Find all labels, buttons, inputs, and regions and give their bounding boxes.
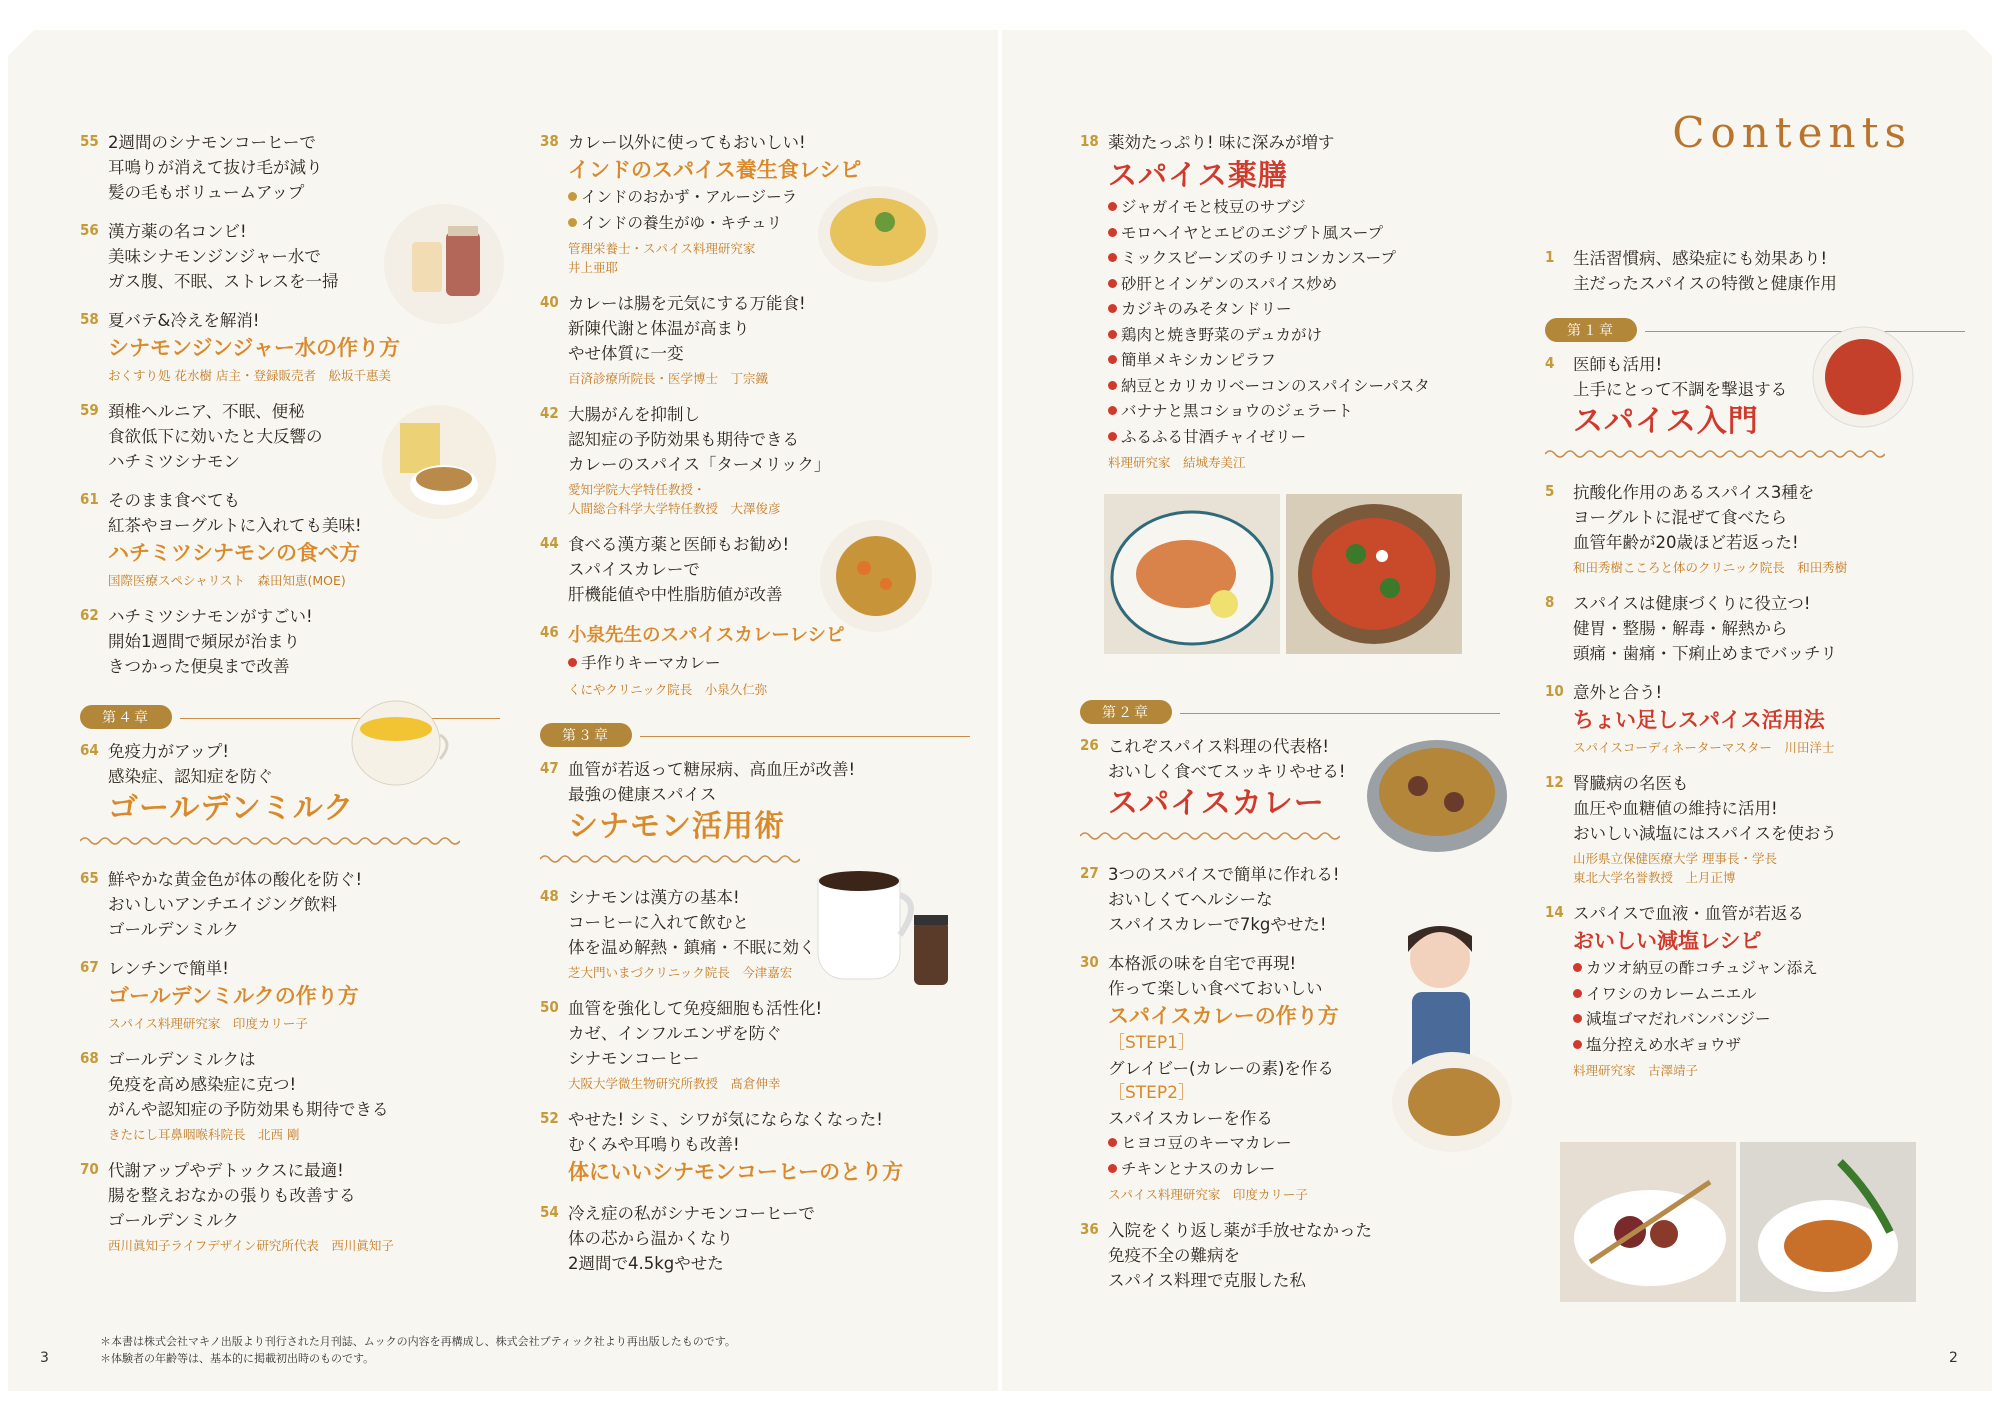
katsuo-natto-photo xyxy=(1560,1142,1736,1302)
toc-entry-47[interactable]: 47 血管が若返って糖尿病、高血圧が改善! 最強の健康スパイス シナモン活用術 xyxy=(540,758,856,844)
toc-entry-44[interactable]: 44 食べる漢方薬と医師もお勧め! スパイスカレーで 肝機能値や中性脂肪値が改善 xyxy=(540,534,790,604)
toc-entry-40[interactable]: 40 カレーは腸を元気にする万能食! 新陳代謝と体温が高まり やせ体質に一変 百済診療所院長・医学博士 丁宗鐵 xyxy=(540,293,806,386)
toc-entry-48[interactable]: 48 シナモンは漢方の基本! コーヒーに入れて飲むと 体を温め解熱・鎮痛・不眠に効く 芝大門いまづクリニック院長 今津嘉宏 xyxy=(540,886,816,980)
chapter-badge: 第４章 xyxy=(80,705,172,729)
recipe-list: カツオ納豆の酢コチュジャン添え イワシのカレームニエル 減塩ゴマだれバンバンジー 塩分控えめ水ギョウザ xyxy=(1573,956,1965,1058)
toc-entry-56[interactable]: 56 漢方薬の名コンビ! 美味シナモンジンジャー水で ガス腹、不眠、ストレスを一掃 xyxy=(80,221,339,291)
toc-entry-42[interactable]: 42 大腸がんを抑制し 認知症の予防効果も期待できる カレーのスパイス「ターメリック」 愛知学院大学特任教授・ 人間総合科学大学特任教授 大澤俊彦 xyxy=(540,404,831,516)
curry-pot-photo xyxy=(1362,730,1512,856)
soup-bowl-photo xyxy=(1286,494,1462,654)
toc-entry-65[interactable]: 65 鮮やかな黄金色が体の酸化を防ぐ! おいしいアンチエイジング飲料 ゴールデンミルク xyxy=(80,869,363,939)
honey-cinnamon-photo xyxy=(380,403,498,521)
chapter-2-header xyxy=(1080,700,1500,730)
kichuri-bowl-photo xyxy=(815,182,941,286)
toc-entry-62[interactable]: 62 ハチミツシナモンがすごい! 開始1週間で頻尿が治まり きつかった便臭まで改善 xyxy=(80,606,313,676)
wavy-divider xyxy=(540,853,800,865)
cinnamon-coffee-photo xyxy=(810,855,970,995)
toc-entry-4[interactable]: 4 医師も活用! 上手にとって不調を撃退する スパイス入門 xyxy=(1545,354,1788,439)
tandoori-plate-photo xyxy=(1104,494,1280,654)
wavy-divider xyxy=(80,835,460,847)
toc-entry-70[interactable]: 70 代謝アップやデトックスに最適! 腸を整えおなかの張りも改善する ゴールデンミルク 西川眞知子ライフデザイン研究所代表 西川眞知子 xyxy=(80,1160,394,1253)
toc-entry-38[interactable]: 38 カレー以外に使ってもおいしい! インドのスパイス養生食レシピ インドのおかず・アルージーラ インドの養生がゆ・キチュリ 管理栄養士・スパイス料理研究家 井上亜耶 xyxy=(540,130,970,277)
chapter-badge: 第２章 xyxy=(1080,700,1172,724)
chapter-3-header xyxy=(540,723,970,753)
wavy-divider xyxy=(1080,830,1340,842)
toc-entry-10[interactable]: 10 意外と合う! ちょい足しスパイス活用法 スパイスコーディネーターマスター 川田洋士 xyxy=(1545,682,1835,755)
toc-entry-26[interactable]: 26 これぞスパイス料理の代表格! おいしく食べてスッキリやせる! スパイスカレー xyxy=(1080,736,1346,821)
toc-entry-58[interactable]: 58 夏バテ&冷えを解消! シナモンジンジャー水の作り方 おくすり処 花水樹 店主・登録販売者 舩坂千惠美 xyxy=(80,310,401,383)
woman-with-curry-photo xyxy=(1372,912,1512,1162)
toc-column-b xyxy=(540,130,970,1290)
chapter-badge: 第３章 xyxy=(540,723,632,747)
page-number-left: 3 xyxy=(40,1350,49,1366)
toc-entry-36[interactable]: 36 入院をくり返し薬が手放せなかった 免疫不全の難病を スパイス料理で克服した私 xyxy=(1080,1220,1372,1290)
gyoza-dish-photo xyxy=(1740,1142,1916,1302)
toc-entry-68[interactable]: 68 ゴールデンミルクは 免疫を高め感染症に克つ! がんや認知症の予防効果も期待できる きたにし耳鼻咽喉科院長 北西 剛 xyxy=(80,1049,389,1142)
toc-entry-54[interactable]: 54 冷え症の私がシナモンコーヒーで 体の芯から温かくなり 2週間で4.5kgやせた xyxy=(540,1202,815,1273)
golden-milk-cup-photo xyxy=(348,695,452,789)
toc-entry-14[interactable]: 14 スパイスで血液・血管が若返る おいしい減塩レシピ カツオ納豆の酢コチュジャン添え イワシのカレームニエル 減塩ゴマだれバンバンジー 塩分控えめ水ギョウザ 料理研究家 古澤靖子 xyxy=(1545,901,1965,1080)
toc-entry-8[interactable]: 8 スパイスは健康づくりに役立つ! 健胃・整腸・解毒・解熱から 頭痛・歯痛・下痢止めまでバッチリ xyxy=(1545,593,1837,663)
toc-entry-30[interactable]: 30 本格派の味を自宅で再現! 作って楽しい食べておいしい スパイスカレーの作り方 ［STEP1］ グレイビー(カレーの素)を作る ［STEP2］ スパイスカレーを作る ヒヨコ豆のキーマカレー チキンとナスのカレー スパイス料理研究家 印度カリー子 xyxy=(1080,951,1500,1204)
recipe-list: ジャガイモと枝豆のサブジ モロヘイヤとエビのエジプト風スープ ミックスビーンズのチリコンカンスープ 砂肝とインゲンのスパイス炒め カジキのみそタンドリー 鶏肉と焼き野菜のデュカがけ 簡単メキシカンピラフ 納豆とカリカリベーコンのスパイシーパスタ バナナと黒コショウのジェラート ふるふる甘酒チャイゼリー xyxy=(1108,195,1500,450)
toc-entry-18[interactable]: 18 薬効たっぷり! 味に深みが増す スパイス薬膳 ジャガイモと枝豆のサブジ モロヘイヤとエビのエジプト風スープ ミックスビーンズのチリコンカンスープ 砂肝とインゲンのスパイス炒め カジキのみそタンドリー 鶏肉と焼き野菜のデュカがけ 簡単メキシカンピラフ 納豆とカリカリベーコンのスパイシーパスタ バナナと黒コショウのジェラート ふるふる甘酒チャイゼリー 料理研究家 結城寿美江 xyxy=(1080,130,1500,472)
wavy-divider xyxy=(1545,448,1885,460)
toc-entry-67[interactable]: 67 レンチンで簡単! ゴールデンミルクの作り方 スパイス料理研究家 印度カリー子 xyxy=(80,958,359,1031)
spice-curry-bowl-photo xyxy=(818,518,934,634)
chapter-badge: 第１章 xyxy=(1545,318,1637,342)
contents-title: Contents xyxy=(1672,108,1912,157)
toc-entry-5[interactable]: 5 抗酸化作用のあるスパイス3種を ヨーグルトに混ぜて食べたら 血管年齢が20歳ほど若返った! 和田秀樹こころと体のクリニック院長 和田秀樹 xyxy=(1545,482,1848,575)
toc-entry-55[interactable]: 55 2週間のシナモンコーヒーで 耳鳴りが消えて抜け毛が減り 髪の毛もボリュームアップ xyxy=(80,132,323,202)
toc-entry-52[interactable]: 52 やせた! シミ、シワが気にならなくなった! むくみや耳鳴りも改善! 体にいいシナモンコーヒーのとり方 xyxy=(540,1108,904,1184)
toc-entry-46[interactable]: 46 小泉先生のスパイスカレーレシピ 手作りキーマカレー くにやクリニック院長 小泉久仁弥 xyxy=(540,621,970,699)
chili-powder-bowl-photo xyxy=(1810,324,1916,430)
page-number-right: 2 xyxy=(1949,1350,1958,1366)
toc-entry-27[interactable]: 27 3つのスパイスで簡単に作れる! おいしくてヘルシーな スパイスカレーで7kgやせた! xyxy=(1080,864,1340,934)
toc-entry-64[interactable]: 64 免疫力がアップ! 感染症、認知症を防ぐ ゴールデンミルク xyxy=(80,741,355,826)
toc-entry-59[interactable]: 59 頚椎ヘルニア、不眠、便秘 食欲低下に効いたと大反響の ハチミツシナモン xyxy=(80,401,323,471)
toc-entry-1[interactable]: 1 生活習慣病、感染症にも効果あり! 主だったスパイスの特徴と健康作用 xyxy=(1545,248,1837,293)
footnotes: ＊本書は株式会社マキノ出版より刊行された月刊誌、ムックの内容を再構成し、株式会社ブティック社より再出版したものです。 ＊体験者の年齢等は、基本的に掲載初出時のものです。 xyxy=(100,1335,736,1365)
toc-entry-12[interactable]: 12 腎臓病の名医も 血圧や血糖値の維持に活用! おいしい減塩にはスパイスを使おう 山形県立保健医療大学 理事長・学長 東北大学名誉教授 上月正博 xyxy=(1545,773,1837,885)
toc-entry-50[interactable]: 50 血管を強化して免疫細胞も活性化! カゼ、インフルエンザを防ぐ シナモンコーヒー 大阪大学微生物研究所教授 髙倉伸幸 xyxy=(540,997,823,1091)
toc-entry-61[interactable]: 61 そのまま食べても 紅茶やヨーグルトに入れても美味! ハチミツシナモンの食べ方 国際医療スペシャリスト 森田知恵(MOE) xyxy=(80,490,362,588)
ginger-water-jar-photo xyxy=(382,202,506,326)
